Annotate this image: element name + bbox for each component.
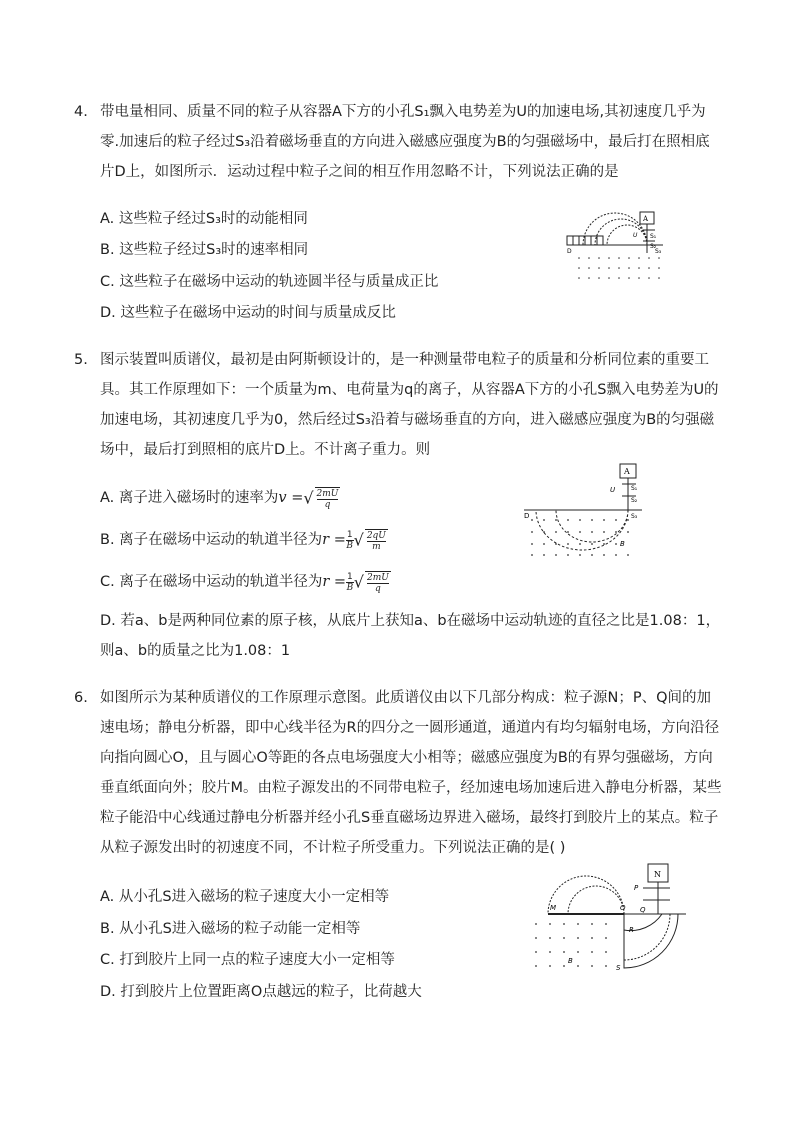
option-d: D. 若a、b是两种同位素的原子核，从底片上获知a、b在磁场中运动轨迹的直径之比是1.08：1，则a、b的质量之比为1.08：1 [100,613,721,659]
mass-spectrometer-figure-4 [565,208,675,288]
option-b-text: B. 离子在磁场中运动的轨道半径为 [100,532,323,548]
option-c-fden: B [346,582,354,593]
question-4 [74,97,724,187]
label-s3: S₃ [631,513,638,520]
label-s: S [616,964,621,972]
option-b-lhs: r = [322,532,346,548]
question-stem: 如图所示为某种质谱仪的工作原理示意图。此质谱仪由以下几部分构成：粒子源N；P、Q间的加速电场；静电分析器，即中心线半径为R的四分之一圆形通道，通道内有均匀辐射电场，方向沿径向指向圆心O，且与圆心O等距的各点电场强度大小相等；磁感应强度为B的有界匀强磁场，方向垂直纸面向外；胶片M。由粒子源发出的不同带电粒子，经加速电场加速后进入静电分析器，某些粒子能沿中心线通过静电分析器并经小孔S垂直磁场边界进入磁场，最终打到胶片上的某点。粒子从粒子源发出时的初速度不同，不计粒子所受重力。下列说法正确的是( ) [100,690,722,856]
label-o: O [620,904,626,912]
question-number: 5. [74,352,88,368]
question-stem: 图示装置叫质谱仪，最初是由阿斯顿设计的，是一种测量带电粒子的质量和分析同位素的重要工具。其工作原理如下：一个质量为m、电荷量为q的离子，从容器A下方的小孔S飘入电势差为U的加速电场，其初速度几乎为0，然后经过S₃沿着与磁场垂直的方向，进入磁感应强度为B的匀强磁场中，最后打到照相的底片D上。不计离子重力。则 [100,352,719,458]
option-b-fnum: 1 [346,529,353,540]
option-c-num: 2mU [366,572,389,583]
option-b-den: m [372,541,381,552]
label-s2: S₂ [631,497,638,504]
label-p: P [634,884,639,892]
option-a: A. 这些粒子经过S₃时的动能相同 [100,211,308,227]
label-d: D [567,248,572,255]
label-s2: S₂ [650,243,657,250]
option-b-fden: B [346,540,354,551]
label-s1: S₁ [650,233,657,240]
question-6 [74,683,724,863]
mass-spectrometer-figure-5 [520,460,645,560]
option-a-lhs: v = [278,490,304,506]
label-a: A [624,467,630,476]
question-number: 6. [74,690,88,706]
option-c-lhs: r = [322,574,347,590]
option-c-text: C. 离子在磁场中运动的轨道半径为 [100,574,323,590]
option-d: D. 这些粒子在磁场中运动的时间与质量成反比 [100,305,396,321]
option-b: B. 这些粒子经过S₃时的速率相同 [100,242,309,258]
label-d: D [524,512,530,520]
label-s3: S₃ [655,248,662,255]
mass-spectrometer-figure-6 [528,860,688,975]
label-r: R [629,926,634,934]
label-q: Q [640,906,646,914]
label-s1: S₁ [631,485,638,492]
option-c-den: q [375,583,381,594]
option-b: B. 从小孔S进入磁场的粒子动能一定相等 [100,921,361,937]
label-u: U [610,486,616,494]
label-m: M [550,904,557,912]
option-c-fnum: 1 [347,571,353,582]
label-b: B [568,957,573,965]
label-u: U [633,232,638,239]
option-c: C. 离子在磁场中运动的轨道半径为r = $\frac{1}{B}$ √ $\frac{2mU}{q}$ [100,571,389,594]
option-c: C. 这些粒子在磁场中运动的轨迹圆半径与质量成正比 [100,274,439,290]
option-a: A. 离子进入磁场时的速率为v =√ $\frac{2mU}{q}$ [100,488,339,510]
option-a-num: 2mU [316,488,339,499]
option-a-text: A. 离子进入磁场时的速率为 [100,490,279,506]
option-b: B. 离子在磁场中运动的轨道半径为r = $\frac{1}{B}$ √ $\frac{2qU}{m}$ [100,529,386,552]
question-5 [74,345,724,465]
option-a: A. 从小孔S进入磁场的粒子速度大小一定相等 [100,889,390,905]
option-c: C. 打到胶片上同一点的粒子速度大小一定相等 [100,952,395,968]
question-stem: 带电量相同、质量不同的粒子从容器A下方的小孔S₁飘入电势差为U的加速电场,其初速度几乎为零.加速后的粒子经过S₃沿着磁场垂直的方向进入磁感应强度为B的匀强磁场中，最后打在照相底片D上，如图所示．运动过程中粒子之间的相互作用忽略不计，下列说法正确的是 [100,104,710,180]
option-d: D. 打到胶片上位置距离O点越远的粒子，比荷越大 [100,984,422,1000]
option-a-den: q [324,499,331,510]
label-a: A [643,215,649,223]
label-n: N [654,870,661,879]
label-b: B [620,540,625,548]
question-number: 4. [74,104,88,120]
option-b-num: 2qU [366,530,386,541]
